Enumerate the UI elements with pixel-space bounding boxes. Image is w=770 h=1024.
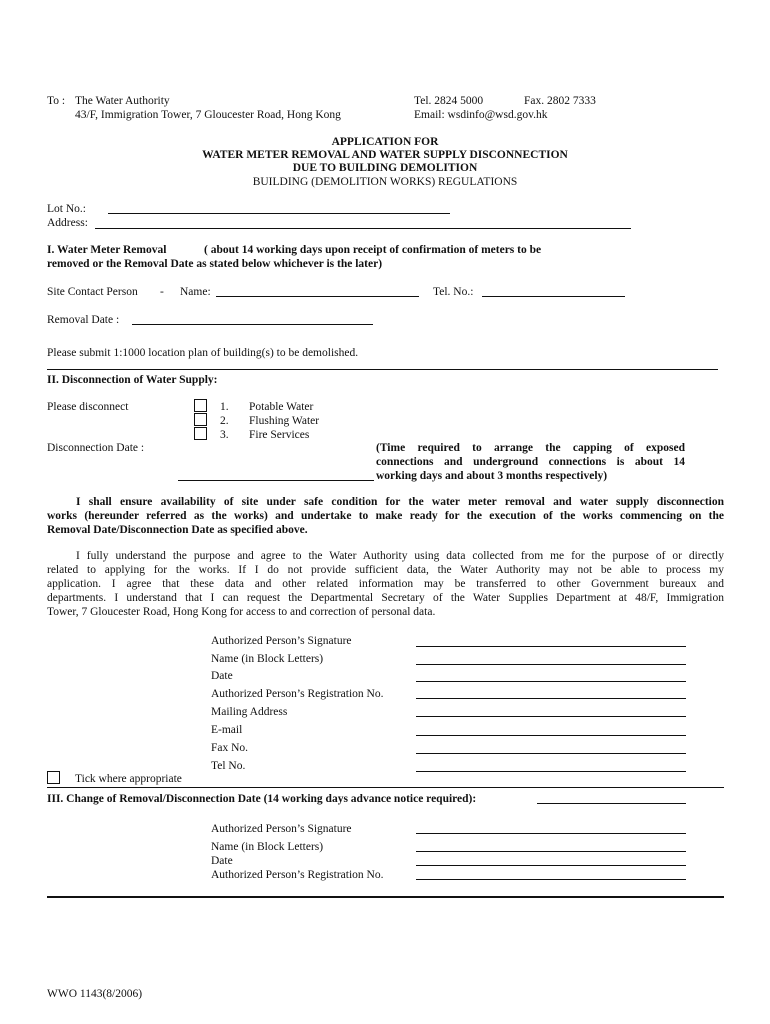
title-line-1: APPLICATION FOR	[331, 136, 439, 148]
address-field[interactable]	[95, 228, 631, 229]
mailing-address-label: Mailing Address	[211, 706, 288, 718]
name-block-letters-field[interactable]	[416, 664, 686, 665]
section3-date-label: Date	[211, 855, 233, 867]
undertaking-line-3: Removal Date/Disconnection Date as specified above.	[47, 524, 308, 536]
section1-heading: I. Water Meter Removal	[47, 244, 167, 256]
fax-field[interactable]	[416, 753, 686, 754]
section3-name-field[interactable]	[416, 851, 686, 852]
tel-label: Tel No.	[211, 760, 246, 772]
address-label: Address:	[47, 217, 88, 229]
potable-water-label: Potable Water	[249, 401, 314, 413]
section1-note-2: removed or the Removal Date as stated below whichever is the later)	[47, 258, 383, 270]
contact-tel-label: Tel. No.:	[433, 286, 474, 298]
section3-signature-field[interactable]	[416, 833, 686, 834]
contact-name-field[interactable]	[216, 296, 419, 297]
title-line-2: WATER METER REMOVAL AND WATER SUPPLY DISCONNECTION	[202, 149, 568, 161]
fax-number: Fax. 2802 7333	[524, 95, 596, 107]
addressee: The Water Authority	[75, 95, 170, 107]
site-contact-dash: -	[160, 286, 164, 298]
signature-label: Authorized Person’s Signature	[211, 635, 352, 647]
email-label: E-mail	[211, 724, 243, 736]
section3-registration-label: Authorized Person’s Registration No.	[211, 869, 384, 881]
tick-example-checkbox	[47, 771, 60, 784]
tick-note: Tick where appropriate	[75, 773, 182, 785]
option-number: 1.	[220, 401, 229, 413]
section-divider-1	[47, 369, 718, 370]
registration-no-label: Authorized Person’s Registration No.	[211, 688, 384, 700]
time-note-1: (Time required to arrange the capping of exposed	[376, 442, 685, 454]
section2-heading: II. Disconnection of Water Supply:	[47, 374, 218, 386]
fire-services-label: Fire Services	[249, 429, 310, 441]
date-field[interactable]	[416, 681, 686, 682]
please-disconnect-label: Please disconnect	[47, 401, 129, 413]
undertaking-line-1: I shall ensure availability of site under safe condition for the water meter removal and water supply disconnection	[76, 496, 724, 508]
option-number: 2.	[220, 415, 229, 427]
location-plan-note: Please submit 1:1000 location plan of building(s) to be demolished.	[47, 347, 359, 359]
contact-name-label: Name:	[180, 286, 211, 298]
title-line-3: DUE TO BUILDING DEMOLITION	[292, 162, 478, 174]
undertaking-line-2: works (hereunder referred as the works) and undertake to make ready for the execution of the works commencing on the	[47, 510, 724, 522]
potable-water-checkbox[interactable]	[194, 399, 207, 412]
section1-note-1: ( about 14 working days upon receipt of confirmation of meters to be	[204, 244, 542, 256]
signature-field[interactable]	[416, 646, 686, 647]
mailing-address-field[interactable]	[416, 716, 686, 717]
new-date-field[interactable]	[537, 803, 686, 804]
privacy-line-2: related to applying for the works. If I do not provide sufficient data, the Water Authority may not be able to process my	[47, 564, 724, 576]
name-block-letters-label: Name (in Block Letters)	[211, 653, 324, 665]
time-note-3: working days and about 3 months respectively)	[376, 470, 608, 482]
section3-heading: III. Change of Removal/Disconnection Date (14 working days advance notice required):	[47, 793, 477, 805]
contact-tel-field[interactable]	[482, 296, 625, 297]
privacy-line-4: departments. I understand that I can request the Departmental Secretary of the Water Supplies Department at 48/F, Immigration	[47, 592, 724, 604]
tel-field[interactable]	[416, 771, 686, 772]
flushing-water-label: Flushing Water	[249, 415, 320, 427]
removal-date-label: Removal Date :	[47, 314, 120, 326]
form-code: WWO 1143(8/2006)	[47, 988, 143, 1000]
section3-registration-field[interactable]	[416, 879, 686, 880]
disconnection-date-label: Disconnection Date :	[47, 442, 145, 454]
disconnection-date-field[interactable]	[178, 480, 374, 481]
lot-label: Lot No.:	[47, 203, 86, 215]
section3-date-field[interactable]	[416, 865, 686, 866]
time-note-2: connections and underground connections is about 14	[376, 456, 685, 468]
date-label: Date	[211, 670, 233, 682]
privacy-line-5: Tower, 7 Gloucester Road, Hong Kong for access to and correction of personal data.	[47, 606, 436, 618]
to-label: To :	[47, 95, 66, 107]
privacy-line-1: I fully understand the purpose and agree to the Water Authority using data collected from me for the purpose of or directly	[76, 550, 724, 562]
site-contact-label: Site Contact Person	[47, 286, 138, 298]
registration-no-field[interactable]	[416, 698, 686, 699]
section-divider-2	[47, 787, 724, 788]
option-number: 3.	[220, 429, 229, 441]
fax-label: Fax No.	[211, 742, 249, 754]
flushing-water-checkbox[interactable]	[194, 413, 207, 426]
lot-field[interactable]	[108, 213, 450, 214]
fire-services-checkbox[interactable]	[194, 427, 207, 440]
section3-name-label: Name (in Block Letters)	[211, 841, 324, 853]
section-divider-3	[47, 896, 724, 898]
removal-date-field[interactable]	[132, 324, 373, 325]
section3-signature-label: Authorized Person’s Signature	[211, 823, 352, 835]
email-address: Email: wsdinfo@wsd.gov.hk	[414, 109, 548, 121]
privacy-line-3: application. I agree that these data and other related information may be transferred to other Government bureaux and	[47, 578, 724, 590]
tel-number: Tel. 2824 5000	[414, 95, 484, 107]
addressee-address: 43/F, Immigration Tower, 7 Gloucester Road, Hong Kong	[75, 109, 341, 121]
email-field[interactable]	[416, 735, 686, 736]
title-line-4: BUILDING (DEMOLITION WORKS) REGULATIONS	[252, 176, 518, 188]
